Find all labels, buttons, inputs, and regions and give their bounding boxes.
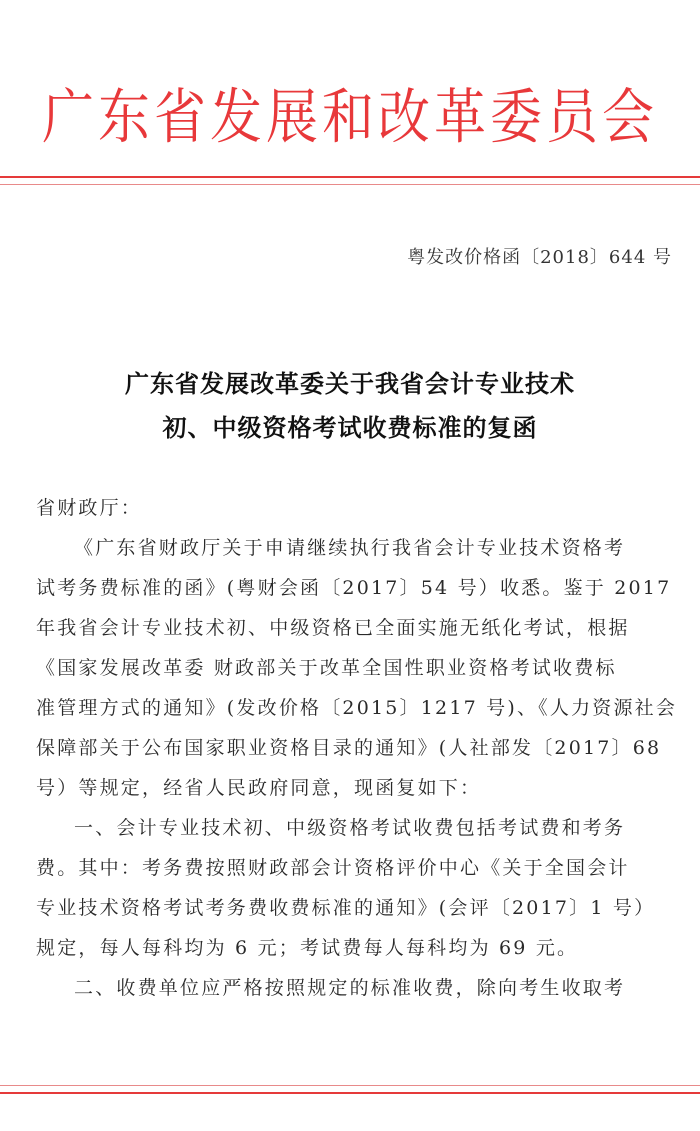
document-number: 粤发改价格函〔2018〕644 号 (407, 247, 672, 268)
title-line-1: 广东省发展改革委关于我省会计专业技术 (125, 370, 575, 398)
paragraph-item-2 (36, 968, 676, 1008)
footer-rule-thin (0, 1085, 700, 1086)
text-line: 保障部关于公布国家职业资格目录的通知》(人社部发〔2017〕68 (36, 737, 662, 759)
title-line-2: 初、中级资格考试收费标准的复函 (162, 414, 538, 442)
paragraph-intro (36, 528, 676, 808)
document-body (36, 488, 676, 1008)
salutation: 省财政厅： (36, 497, 143, 519)
masthead-rule-thin (0, 184, 700, 185)
text-line: 专业技术资格考试考务费收费标准的通知》(会评〔2017〕1 号） (36, 897, 656, 919)
text-line: 费。其中：考务费按照财政部会计资格评价中心《关于全国会计 (36, 857, 630, 879)
text-line: 试考务费标准的函》(粤财会函〔2017〕54 号）收悉。鉴于 2017 (36, 577, 672, 599)
text-line: 年我省会计专业技术初、中级资格已全面实施无纸化考试，根据 (36, 617, 630, 639)
text-line: 准管理方式的通知》(发改价格〔2015〕1217 号)、《人力资源社会 (36, 697, 678, 719)
text-line: 一、会计专业技术初、中级资格考试收费包括考试费和考务 (74, 817, 626, 839)
text-line: 规定，每人每科均为 6 元；考试费每人每科均为 69 元。 (36, 937, 579, 959)
text-line: 《国家发展改革委 财政部关于改革全国性职业资格考试收费标 (36, 657, 617, 679)
text-line: 号）等规定，经省人民政府同意，现函复如下： (36, 777, 482, 799)
masthead: 广东省发展和改革委员会 (41, 83, 658, 153)
footer-rule-thick (0, 1092, 700, 1094)
paragraph-item-1 (36, 808, 676, 968)
text-line: 二、收费单位应严格按照规定的标准收费，除向考生收取考 (74, 977, 626, 999)
document-title (0, 362, 700, 450)
text-line: 《广东省财政厅关于申请继续执行我省会计专业技术资格考 (74, 537, 626, 559)
masthead-rule-thick (0, 176, 700, 178)
